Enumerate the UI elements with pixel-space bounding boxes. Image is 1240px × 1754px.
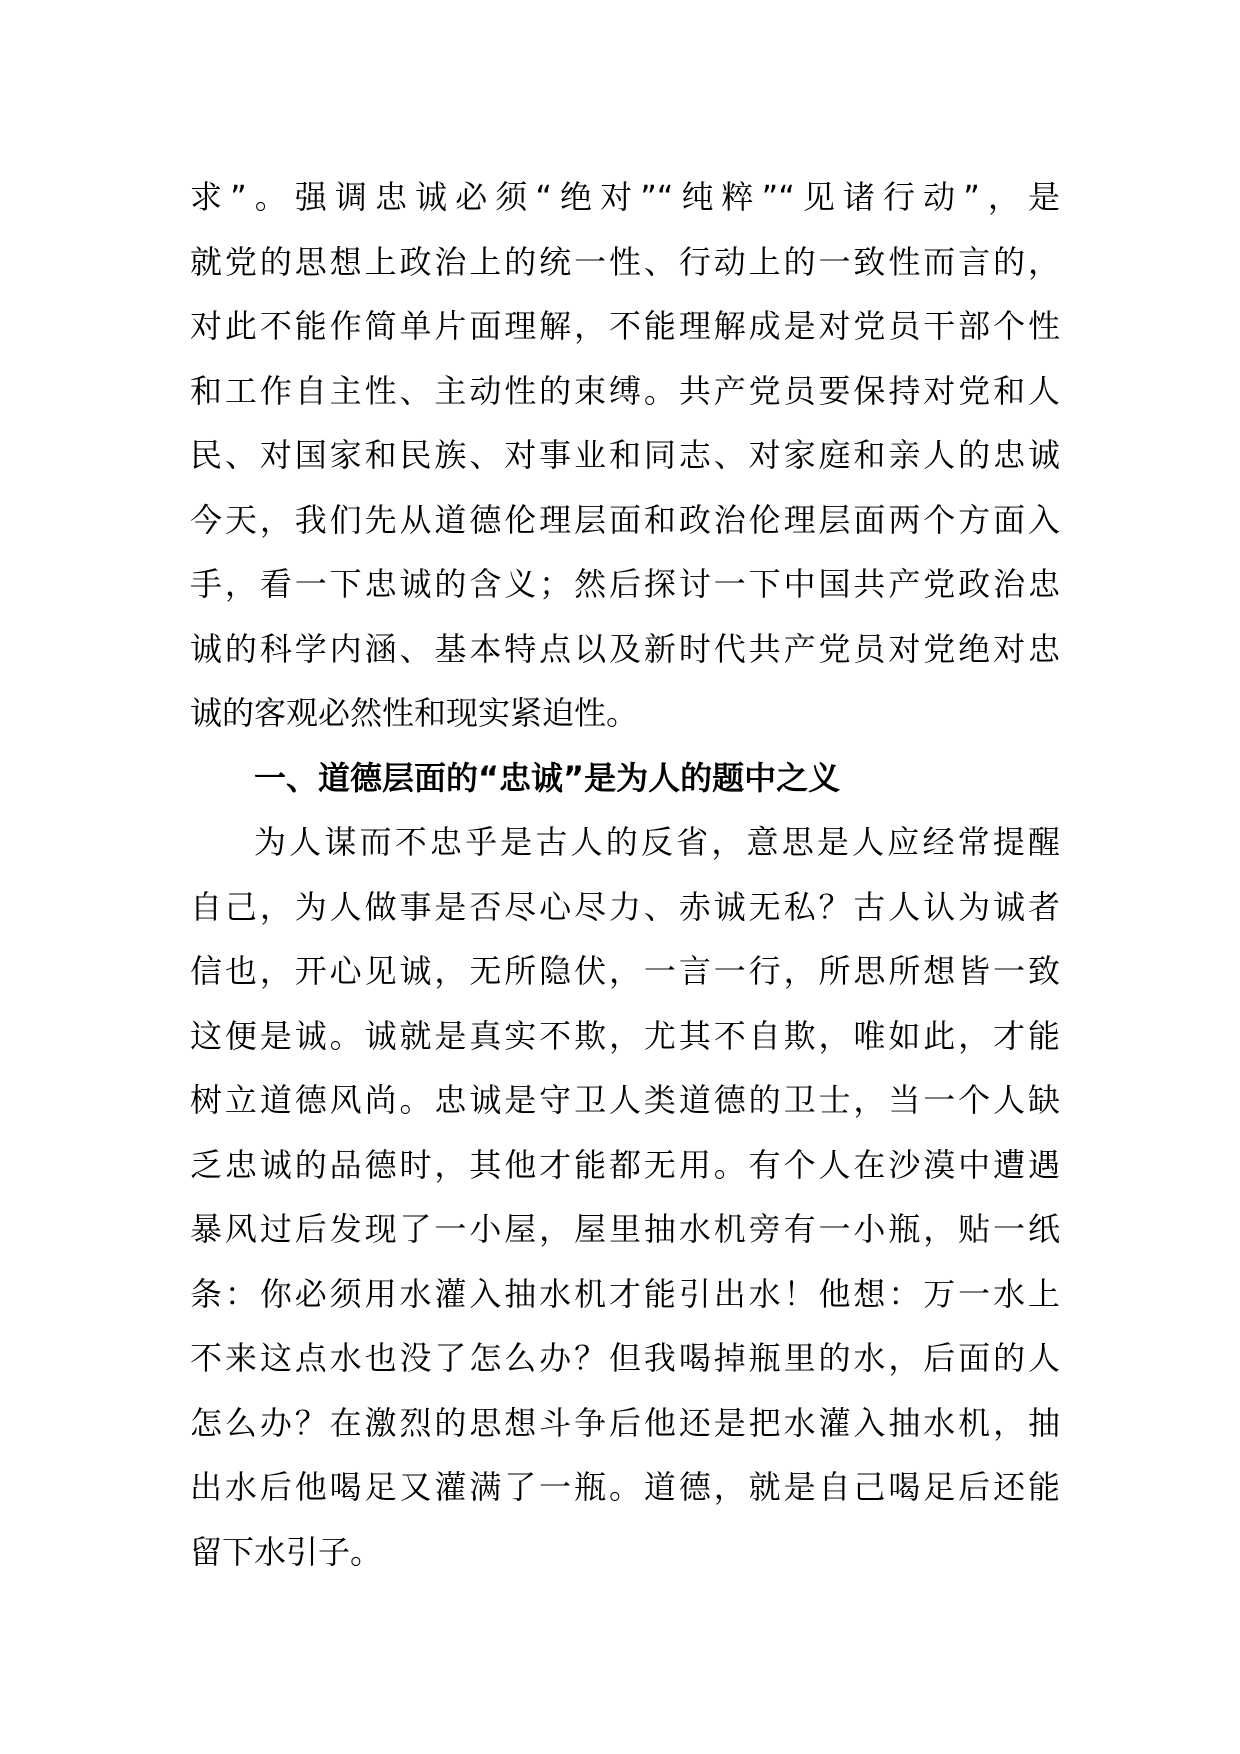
text-line: 不来这点水也没了怎么办？但我喝掉瓶里的水，后面的人: [190, 1339, 1060, 1377]
text-line: 和工作自主性、主动性的束缚。共产党员要保持对党和人: [190, 371, 1060, 410]
text-line: 手，看一下忠诚的含义；然后探讨一下中国共产党政治忠: [190, 565, 1060, 603]
text-line: 出水后他喝足又灌满了一瓶。道德，就是自己喝足后还能: [190, 1468, 1060, 1506]
text-line: 自己，为人做事是否尽心尽力、赤诚无私？古人认为诚者: [190, 887, 1060, 926]
text-line: 条：你必须用水灌入抽水机才能引出水！他想：万一水上: [190, 1274, 1060, 1313]
text-line: 诚的科学内涵、基本特点以及新时代共产党员对党绝对忠: [190, 629, 1060, 668]
text-line: 信也，开心见诚，无所隐伏，一言一行，所思所想皆一致: [190, 952, 1060, 990]
body-text: [190, 165, 1060, 1584]
text-line: 留下水引子。: [190, 1532, 383, 1571]
text-line: 暴风过后发现了一小屋，屋里抽水机旁有一小瓶，贴一纸: [190, 1210, 1060, 1248]
text-line: 怎么办？在激烈的思想斗争后他还是把水灌入抽水机，抽: [190, 1403, 1060, 1442]
text-line: 为人谋而不忠乎是古人的反省，意思是人应经常提醒: [254, 823, 1060, 861]
text-line: 对此不能作简单片面理解，不能理解成是对党员干部个性: [190, 307, 1060, 345]
text-line: 民、对国家和民族、对事业和同志、对家庭和亲人的忠诚: [190, 436, 1060, 474]
section-heading: 一、道德层面的“忠诚”是为人的题中之义: [254, 758, 841, 797]
text-line: 今天，我们先从道德伦理层面和政治伦理层面两个方面入: [190, 500, 1060, 539]
text-line: 这便是诚。诚就是真实不欺，尤其不自欺，唯如此，才能: [190, 1016, 1060, 1055]
text-line: 诚的客观必然性和现实紧迫性。: [190, 694, 639, 732]
text-line: 求”。强调忠诚必须“绝对”“纯粹”“见诸行动”，是: [190, 178, 1060, 216]
text-line: 就党的思想上政治上的统一性、行动上的一致性而言的，: [190, 242, 1060, 281]
text-line: 乏忠诚的品德时，其他才能都无用。有个人在沙漠中遭遇: [190, 1145, 1060, 1184]
text-line: 树立道德风尚。忠诚是守卫人类道德的卫士，当一个人缺: [190, 1081, 1060, 1119]
